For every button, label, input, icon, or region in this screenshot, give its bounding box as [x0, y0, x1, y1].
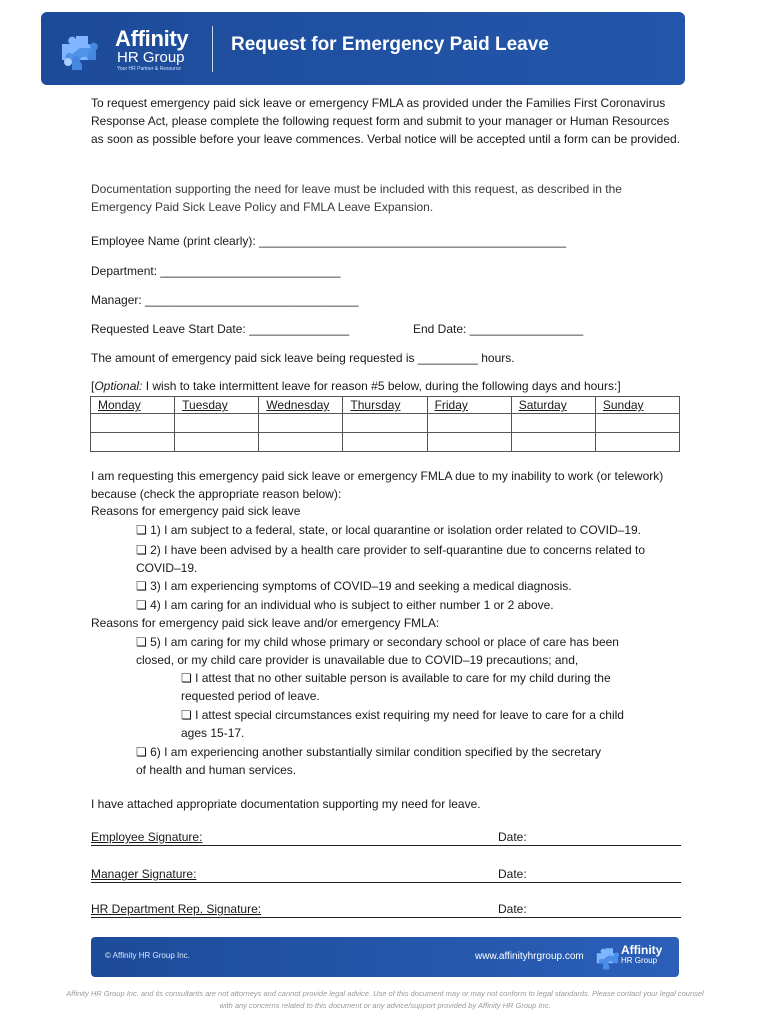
reason-4-checkbox[interactable]: ❏ 4) I am caring for an individual who is subject to either number 1 or 2 above.	[136, 598, 554, 612]
reason-3-checkbox[interactable]: ❏ 3) I am experiencing symptoms of COVID–19 and seeking a medical diagnosis.	[136, 579, 572, 593]
reason-2-checkbox[interactable]: ❏ 2) I have been advised by a health care provider to self-quarantine due to concerns related to	[136, 543, 646, 557]
table-cell[interactable]	[91, 414, 175, 433]
employee-name-field[interactable]: Employee Name (print clearly): ______________________________________________	[91, 234, 567, 248]
reason-5-continued: closed, or my child care provider is unavailable due to COVID–19 precautions; and,	[136, 653, 579, 667]
footer-website-link[interactable]: www.affinityhrgroup.com	[475, 951, 584, 962]
table-cell[interactable]	[427, 433, 511, 452]
reasons-fmla-heading: Reasons for emergency paid sick leave and/or emergency FMLA:	[91, 616, 440, 630]
table-cell[interactable]	[511, 414, 595, 433]
footer-logo-wordmark	[621, 944, 662, 965]
table-cell[interactable]	[343, 414, 427, 433]
logo-wordmark	[115, 28, 188, 73]
day-header-thursday: Thursday	[343, 397, 427, 414]
end-date-field[interactable]: End Date: _________________	[413, 322, 584, 336]
disclaimer-line-1: Affinity HR Group Inc. and its consultants are not attorneys and cannot provide legal advice. Use of this document may or may not conform to legal standards. Please contact your legal counsel	[66, 989, 704, 998]
footer-logo-sub: HR Group	[621, 956, 658, 965]
optional-bracket: [	[91, 379, 95, 393]
page-title: Request for Emergency Paid Leave	[231, 34, 549, 55]
hours-requested-field[interactable]: The amount of emergency paid sick leave being requested is _________ hours.	[91, 351, 515, 365]
department-field[interactable]: Department: ___________________________	[91, 264, 341, 278]
day-header-friday: Friday	[427, 397, 511, 414]
hr-date-label: Date:	[498, 902, 527, 916]
table-row	[91, 414, 680, 433]
reason-1-checkbox[interactable]: ❏ 1) I am subject to a federal, state, or local quarantine or isolation order related to COVID–19.	[136, 523, 642, 537]
footer-logo-name: Affinity	[621, 943, 663, 957]
footer-puzzle-logo-icon	[593, 942, 623, 972]
reasons-intro: I am requesting this emergency paid sick leave or emergency FMLA due to my inability to work (or telework) because (check the appropriate reason below):	[91, 469, 664, 501]
reasons-sick-heading: Reasons for emergency paid sick leave	[91, 504, 301, 518]
logo-sub: HR Group	[117, 49, 185, 66]
header-banner	[41, 12, 685, 85]
table-cell[interactable]	[595, 433, 679, 452]
intro-paragraph: To request emergency paid sick leave or emergency FMLA as provided under the Families First Coronavirus Response Act, please complete the following request form and submit to your manager or Human Resources as soon as possible before your leave commences. Verbal notice will be accepted until a form can be provided.	[91, 96, 680, 146]
table-cell[interactable]	[259, 414, 343, 433]
reason-2-continued: COVID–19.	[136, 561, 198, 575]
reason-6-continued: of health and human services.	[136, 763, 297, 777]
logo-name: Affinity	[115, 26, 189, 51]
start-date-field[interactable]: Requested Leave Start Date: _______________	[91, 322, 350, 336]
day-header-saturday: Saturday	[511, 397, 595, 414]
employee-date-label: Date:	[498, 830, 527, 844]
reason-6-checkbox[interactable]: ❏ 6) I am experiencing another substantially similar condition specified by the secretary	[136, 745, 601, 759]
logo-tagline: Your HR Partner & Resource	[117, 66, 182, 72]
table-cell[interactable]	[175, 433, 259, 452]
manager-signature-line[interactable]	[91, 867, 681, 883]
attest-1-continued: requested period of leave.	[181, 689, 320, 703]
optional-label: Optional:	[94, 379, 143, 393]
reason-5-checkbox[interactable]: ❏ 5) I am caring for my child whose primary or secondary school or place of care has been	[136, 635, 619, 649]
table-cell[interactable]	[259, 433, 343, 452]
header-divider	[212, 26, 213, 72]
day-header-wednesday: Wednesday	[259, 397, 343, 414]
table-cell[interactable]	[511, 433, 595, 452]
table-cell[interactable]	[595, 414, 679, 433]
attest-2-continued: ages 15-17.	[181, 726, 245, 740]
employee-signature-line[interactable]	[91, 830, 681, 846]
intermittent-days-table	[90, 396, 680, 452]
legal-disclaimer	[20, 988, 750, 1012]
attached-documentation-statement: I have attached appropriate documentation supporting my need for leave.	[91, 797, 481, 811]
table-cell[interactable]	[91, 433, 175, 452]
table-cell[interactable]	[175, 414, 259, 433]
optional-intermittent-note	[91, 377, 621, 395]
attest-no-other-caregiver-checkbox[interactable]: ❏ I attest that no other suitable person is available to care for my child during the	[181, 671, 611, 685]
disclaimer-line-2: with any concerns related to this document or any advice/support provided by Affinity HR Group Inc.	[219, 1001, 551, 1010]
puzzle-logo-icon	[56, 26, 104, 74]
table-cell[interactable]	[343, 433, 427, 452]
table-cell[interactable]	[427, 414, 511, 433]
table-row	[91, 433, 680, 452]
employee-signature-label: Employee Signature:	[91, 830, 203, 844]
attest-special-circumstances-checkbox[interactable]: ❏ I attest special circumstances exist requiring my need for leave to care for a child	[181, 708, 624, 722]
footer-copyright: © Affinity HR Group Inc.	[105, 951, 190, 960]
footer-banner	[91, 937, 679, 977]
manager-field[interactable]: Manager: ________________________________	[91, 293, 359, 307]
manager-date-label: Date:	[498, 867, 527, 881]
day-header-tuesday: Tuesday	[175, 397, 259, 414]
manager-signature-label: Manager Signature:	[91, 867, 197, 881]
optional-text: I wish to take intermittent leave for reason #5 below, during the following days and hours:]	[142, 379, 621, 393]
documentation-note: Documentation supporting the need for leave must be included with this request, as described in the Emergency Paid Sick Leave Policy and FMLA Leave Expansion.	[91, 182, 622, 214]
table-header-row	[91, 397, 680, 414]
day-header-monday: Monday	[91, 397, 175, 414]
hr-signature-label: HR Department Rep. Signature:	[91, 902, 262, 916]
hr-signature-line[interactable]	[91, 902, 681, 918]
day-header-sunday: Sunday	[595, 397, 679, 414]
